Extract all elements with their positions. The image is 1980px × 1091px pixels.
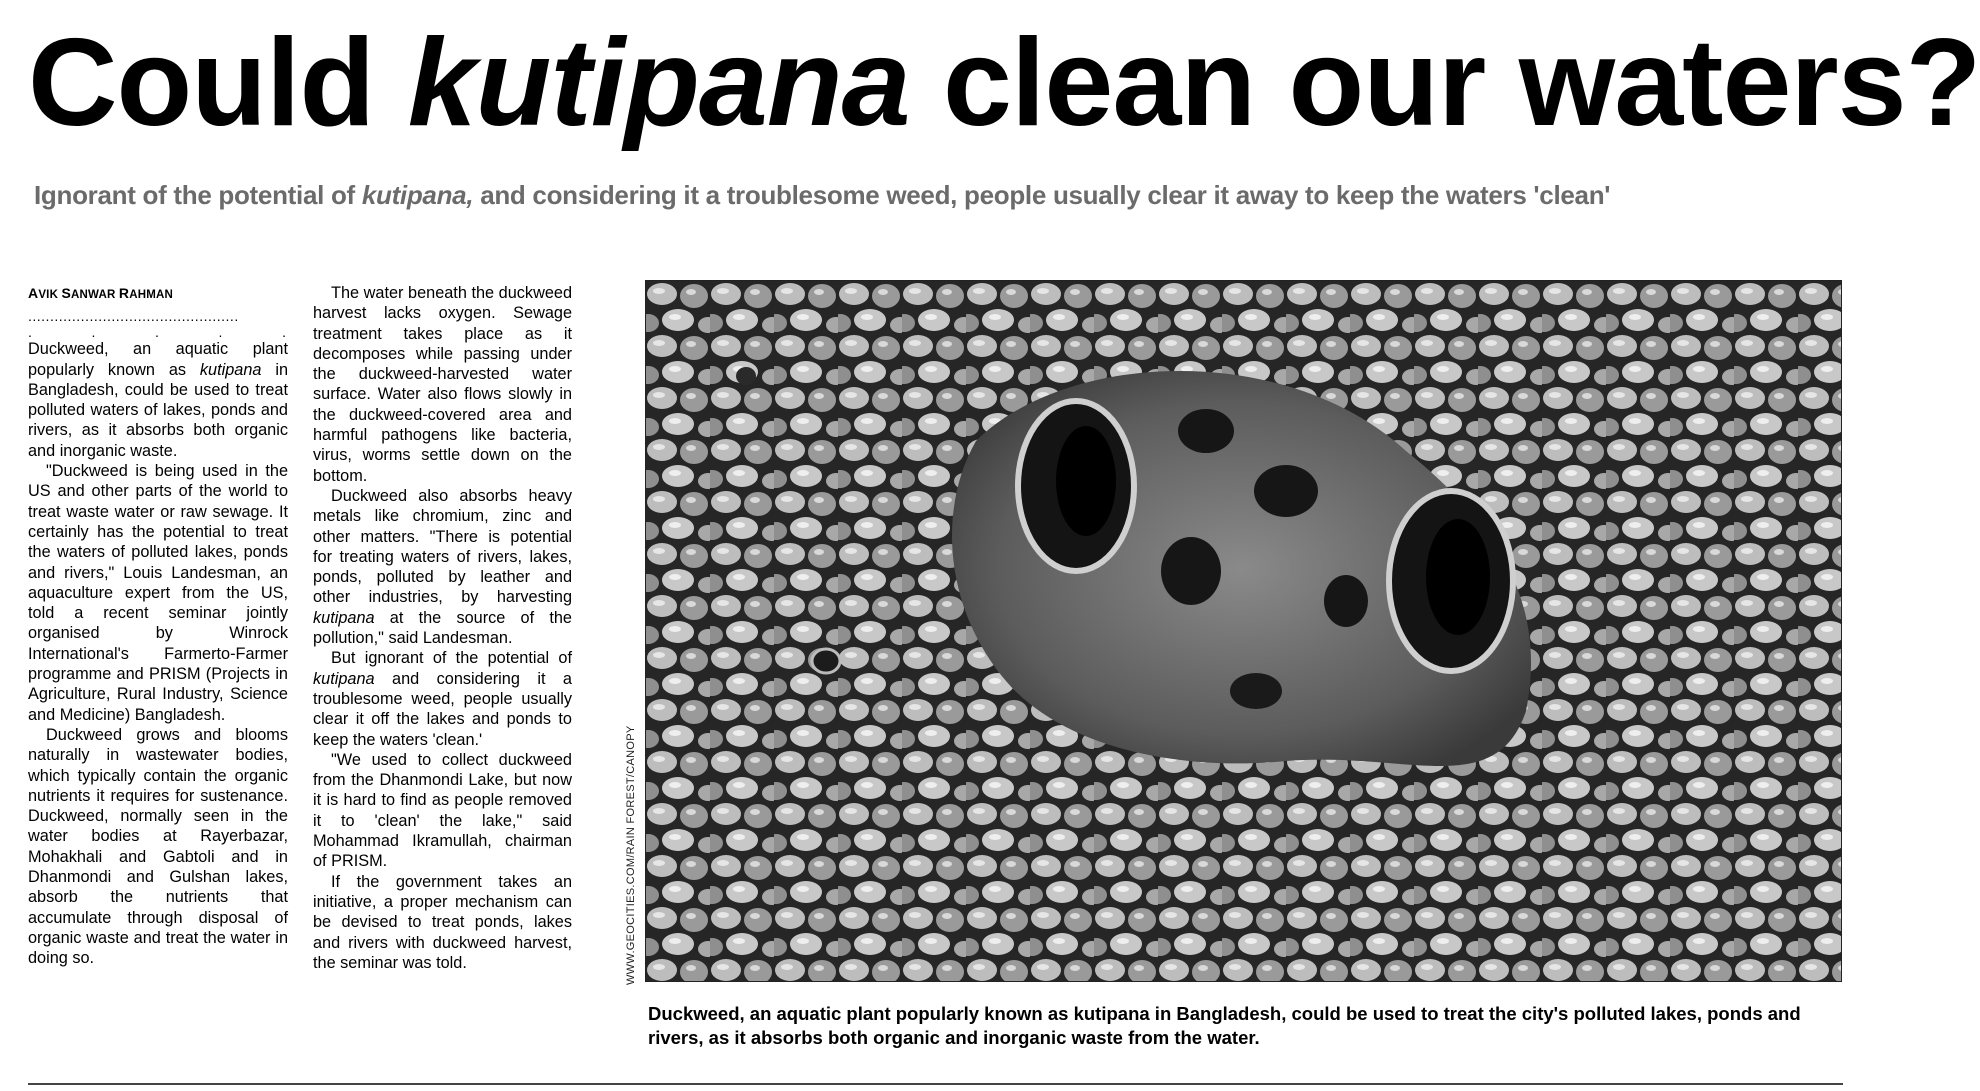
photo-credit: WWW.GEOCITIES.COM/RAIN FOREST/CANOPY xyxy=(625,725,637,985)
photo-illustration xyxy=(646,281,1841,981)
paragraph: Duckweed also absorbs heavy metals like chromium, zinc and other matters. "There is potential for treating waters of rivers, lakes, ponds, polluted by leather and other industries, by harvesting kutipana at the source of the pollution," said Landesman. xyxy=(313,486,572,648)
byline-part: VIK xyxy=(38,289,62,301)
byline-divider: ................................................ xyxy=(28,308,239,325)
photo-caption: Duckweed, an aquatic plant popularly known as kutipana in Bangladesh, could be used to treat the city's polluted lakes, ponds and rivers, as it absorbs both organic and inorganic waste from the water. xyxy=(648,1003,1801,1048)
deck-subheading xyxy=(34,180,1844,211)
byline-initial: S xyxy=(61,285,72,301)
byline-part: AHMAN xyxy=(129,289,173,301)
headline xyxy=(28,8,1980,158)
paragraph: Duckweed, an aquatic plant popularly known as kutipana in Bangladesh, could be used to treat polluted waters of lakes, ponds and rivers, as it absorbs both organic and inorganic waste. xyxy=(28,340,288,460)
bottom-rule xyxy=(28,1083,1843,1085)
byline xyxy=(28,283,288,305)
article-column-2 xyxy=(313,283,572,973)
paragraph: But ignorant of the potential of kutipana and considering it a troublesome weed, people usually clear it off the lakes and ponds to keep the waters 'clean.' xyxy=(313,649,572,749)
paragraph: Duckweed grows and blooms naturally in wastewater bodies, which typically contain the organic nutrients it requires for sustenance. Duckweed, normally seen in the water bodies at Rayerbazar, Mohakhali and Gabtoli and in Dhanmondi and Gulshan lakes, absorb the nutrients that accumulate through disposal of organic waste and treat the water in doing so. xyxy=(28,725,288,968)
byline-divider-spaced xyxy=(28,325,288,339)
article-column-1 xyxy=(28,283,288,969)
deck-text-end: and considering it a troublesome weed, people usually clear it away to keep the waters 'clean' xyxy=(473,180,1611,210)
byline-part: ANWAR xyxy=(71,289,119,301)
duckweed-frog-photo xyxy=(645,280,1842,982)
paragraph: The water beneath the duckweed harvest lacks oxygen. Sewage treatment takes place as it decomposes while passing under the duckweed-harvested water surface. Water also flows slowly in the duckweed-covered area and harmful pathogens like bacteria, virus, worms settle down on the bottom. xyxy=(313,284,572,485)
paragraph: "We used to collect duckweed from the Dhanmondi Lake, but now it is hard to find as people removed it to 'clean' the lake," said Mohammad Ikramullah, chairman of PRISM. xyxy=(313,750,572,871)
byline-initial: R xyxy=(118,285,130,301)
paragraph: If the government takes an initiative, a proper mechanism can be devised to treat ponds, lakes and rivers with duckweed harvest, the seminar was told. xyxy=(313,872,572,972)
divider-dot: . xyxy=(91,324,96,341)
divider-dot: . xyxy=(28,324,32,341)
divider-dot: . xyxy=(282,324,286,341)
headline-italic-word: kutipana xyxy=(407,14,910,152)
deck-italic-word: kutipana, xyxy=(361,180,474,210)
divider-dot: . xyxy=(155,324,159,341)
headline-text-end: clean our waters? xyxy=(909,14,1980,152)
headline-text-start: Could xyxy=(28,14,408,152)
deck-text-start: Ignorant of the potential of xyxy=(34,180,362,210)
divider-dot: . xyxy=(218,324,223,341)
paragraph: "Duckweed is being used in the US and other parts of the world to treat waste water or raw sewage. It certainly has the potential to treat the waters of polluted lakes, ponds and rivers," Louis Landesman, an aquaculture expert from the US, told a recent seminar jointly organised by Winrock International's Farmerto-Farmer programme and PRISM (Projects in Agriculture, Rural Industry, Science and Medicine) Bangladesh. xyxy=(28,462,288,724)
byline-initial: A xyxy=(28,285,39,301)
